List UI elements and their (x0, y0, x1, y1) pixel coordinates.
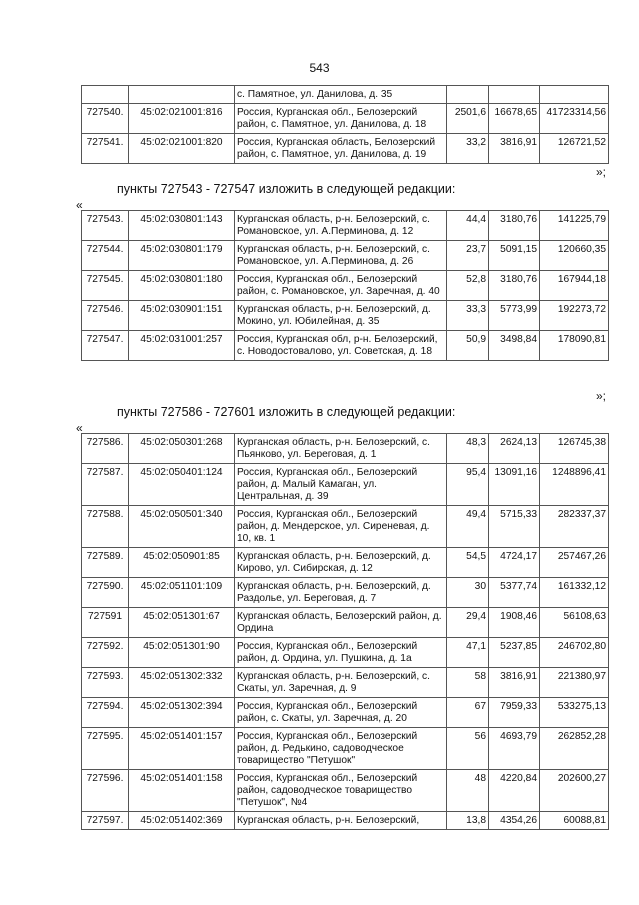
area-cell: 23,7 (447, 241, 489, 271)
unit-value-cell: 5237,85 (489, 638, 540, 668)
area-cell: 13,8 (447, 812, 489, 830)
table-row (82, 548, 609, 578)
cadastral-number-cell: 45:02:051301:67 (129, 608, 235, 638)
address-cell: с. Памятное, ул. Данилова, д. 35 (235, 86, 447, 104)
row-number-cell: 727596. (82, 770, 129, 812)
unit-value-cell: 16678,65 (489, 104, 540, 134)
unit-value-cell: 5715,33 (489, 506, 540, 548)
unit-value-cell: 3816,91 (489, 668, 540, 698)
register-table-1 (81, 85, 609, 164)
address-cell: Курганская область, р-н. Белозерский, с. Романовское, ул. А.Перминова, д. 12 (235, 211, 447, 241)
unit-value-cell: 4724,17 (489, 548, 540, 578)
table-row (82, 608, 609, 638)
cadastral-value-cell: 192273,72 (540, 301, 609, 331)
cadastral-value-cell: 167944,18 (540, 271, 609, 301)
cadastral-value-cell: 126745,38 (540, 434, 609, 464)
address-cell: Россия, Курганская обл., Белозерский район, д. Мендерское, ул. Сиреневая, д. 10, кв. 1 (235, 506, 447, 548)
table-row (82, 578, 609, 608)
table-row (82, 211, 609, 241)
cadastral-number-cell: 45:02:050301:268 (129, 434, 235, 464)
closing-quote: »; (595, 389, 606, 403)
table-row (82, 506, 609, 548)
cadastral-number-cell: 45:02:021001:816 (129, 104, 235, 134)
area-cell: 47,1 (447, 638, 489, 668)
cadastral-value-cell: 1248896,41 (540, 464, 609, 506)
address-cell: Россия, Курганская обл., Белозерский район, с. Скаты, ул. Заречная, д. 20 (235, 698, 447, 728)
address-cell: Россия, Курганская обл., Белозерский район, д. Редькино, садоводческое товарищество "Петушок" (235, 728, 447, 770)
address-cell: Россия, Курганская обл., Белозерский район, садоводческое товарищество "Петушок", №4 (235, 770, 447, 812)
unit-value-cell: 3816,91 (489, 134, 540, 164)
cadastral-number-cell: 45:02:050501:340 (129, 506, 235, 548)
table-row (82, 770, 609, 812)
address-cell: Курганская область, р-н. Белозерский, д. Раздолье, ул. Береговая, д. 7 (235, 578, 447, 608)
cadastral-value-cell: 126721,52 (540, 134, 609, 164)
page-number: 543 (309, 61, 330, 75)
table-row (82, 728, 609, 770)
area-cell: 2501,6 (447, 104, 489, 134)
area-cell: 50,9 (447, 331, 489, 361)
row-number-cell: 727588. (82, 506, 129, 548)
address-cell: Россия, Курганская обл., Белозерский район, д. Малый Камаган, ул. Центральная, д. 39 (235, 464, 447, 506)
area-cell: 67 (447, 698, 489, 728)
table-row (82, 638, 609, 668)
cadastral-number-cell: 45:02:051302:394 (129, 698, 235, 728)
table-row (82, 668, 609, 698)
cadastral-number-cell: 45:02:030901:151 (129, 301, 235, 331)
unit-value-cell: 3498,84 (489, 331, 540, 361)
unit-value-cell: 4693,79 (489, 728, 540, 770)
cadastral-value-cell: 533275,13 (540, 698, 609, 728)
row-number-cell: 727594. (82, 698, 129, 728)
cadastral-value-cell: 120660,35 (540, 241, 609, 271)
cadastral-value-cell: 161332,12 (540, 578, 609, 608)
area-cell: 54,5 (447, 548, 489, 578)
closing-quote: »; (595, 165, 606, 179)
row-number-cell: 727597. (82, 812, 129, 830)
row-number-cell: 727545. (82, 271, 129, 301)
cadastral-number-cell: 45:02:051401:158 (129, 770, 235, 812)
area-cell: 95,4 (447, 464, 489, 506)
address-cell: Курганская область, р-н. Белозерский, д. Мокино, ул. Юбилейная, д. 35 (235, 301, 447, 331)
unit-value-cell: 7959,33 (489, 698, 540, 728)
address-cell: Курганская область, Белозерский район, д. Ордина (235, 608, 447, 638)
row-number-cell: 727541. (82, 134, 129, 164)
cadastral-number-cell: 45:02:050901:85 (129, 548, 235, 578)
area-cell: 44,4 (447, 211, 489, 241)
unit-value-cell: 5091,15 (489, 241, 540, 271)
table-row (82, 434, 609, 464)
unit-value-cell: 4354,26 (489, 812, 540, 830)
unit-value-cell: 3180,76 (489, 211, 540, 241)
address-cell: Курганская область, р-н. Белозерский, с. Романовское, ул. А.Перминова, д. 26 (235, 241, 447, 271)
row-number-cell: 727591 (82, 608, 129, 638)
table-row (82, 464, 609, 506)
cadastral-number-cell: 45:02:051401:157 (129, 728, 235, 770)
address-cell: Россия, Курганская область, Белозерский район, с. Памятное, ул. Данилова, д. 19 (235, 134, 447, 164)
cadastral-number-cell: 45:02:050401:124 (129, 464, 235, 506)
cadastral-value-cell: 60088,81 (540, 812, 609, 830)
cadastral-number-cell: 45:02:051101:109 (129, 578, 235, 608)
address-cell: Курганская область, р-н. Белозерский, с. Пьянково, ул. Береговая, д. 1 (235, 434, 447, 464)
table-row (82, 331, 609, 361)
amendment-paragraph: пункты 727543 - 727547 изложить в следующей редакции: (117, 182, 456, 196)
row-number-cell: 727586. (82, 434, 129, 464)
cadastral-value-cell: 202600,27 (540, 770, 609, 812)
unit-value-cell: 4220,84 (489, 770, 540, 812)
area-cell: 48,3 (447, 434, 489, 464)
unit-value-cell: 5377,74 (489, 578, 540, 608)
cadastral-value-cell: 257467,26 (540, 548, 609, 578)
unit-value-cell: 13091,16 (489, 464, 540, 506)
cadastral-number-cell: 45:02:021001:820 (129, 134, 235, 164)
cadastral-number-cell (129, 86, 235, 104)
table-row (82, 301, 609, 331)
area-cell: 33,3 (447, 301, 489, 331)
cadastral-number-cell: 45:02:030801:179 (129, 241, 235, 271)
register-table-2 (81, 210, 609, 361)
area-cell (447, 86, 489, 104)
table-row (82, 86, 609, 104)
cadastral-number-cell: 45:02:051301:90 (129, 638, 235, 668)
table-row (82, 104, 609, 134)
cadastral-value-cell: 41723314,56 (540, 104, 609, 134)
row-number-cell: 727593. (82, 668, 129, 698)
cadastral-number-cell: 45:02:051402:369 (129, 812, 235, 830)
amendment-paragraph: пункты 727586 - 727601 изложить в следующей редакции: (117, 405, 456, 419)
address-cell: Россия, Курганская обл., Белозерский район, с. Романовское, ул. Заречная, д. 40 (235, 271, 447, 301)
area-cell: 29,4 (447, 608, 489, 638)
area-cell: 48 (447, 770, 489, 812)
row-number-cell: 727540. (82, 104, 129, 134)
table-row (82, 812, 609, 830)
cadastral-value-cell: 56108,63 (540, 608, 609, 638)
cadastral-value-cell: 262852,28 (540, 728, 609, 770)
cadastral-value-cell (540, 86, 609, 104)
area-cell: 49,4 (447, 506, 489, 548)
row-number-cell: 727589. (82, 548, 129, 578)
cadastral-number-cell: 45:02:031001:257 (129, 331, 235, 361)
area-cell: 30 (447, 578, 489, 608)
address-cell: Курганская область, р-н. Белозерский, (235, 812, 447, 830)
cadastral-number-cell: 45:02:051302:332 (129, 668, 235, 698)
unit-value-cell: 5773,99 (489, 301, 540, 331)
area-cell: 33,2 (447, 134, 489, 164)
cadastral-value-cell: 221380,97 (540, 668, 609, 698)
address-cell: Курганская область, р-н. Белозерский, д. Кирово, ул. Сибирская, д. 12 (235, 548, 447, 578)
area-cell: 52,8 (447, 271, 489, 301)
cadastral-number-cell: 45:02:030801:143 (129, 211, 235, 241)
row-number-cell: 727546. (82, 301, 129, 331)
address-cell: Россия, Курганская обл, р-н. Белозерский, с. Новодостовалово, ул. Советская, д. 18 (235, 331, 447, 361)
row-number-cell: 727547. (82, 331, 129, 361)
opening-quote: « (76, 198, 83, 212)
table-row (82, 134, 609, 164)
opening-quote: « (76, 421, 83, 435)
table-row (82, 271, 609, 301)
row-number-cell: 727590. (82, 578, 129, 608)
table-row (82, 241, 609, 271)
register-table-3 (81, 433, 609, 830)
row-number-cell (82, 86, 129, 104)
row-number-cell: 727595. (82, 728, 129, 770)
unit-value-cell: 1908,46 (489, 608, 540, 638)
row-number-cell: 727543. (82, 211, 129, 241)
row-number-cell: 727544. (82, 241, 129, 271)
address-cell: Курганская область, р-н. Белозерский, с. Скаты, ул. Заречная, д. 9 (235, 668, 447, 698)
address-cell: Россия, Курганская обл., Белозерский район, д. Ордина, ул. Пушкина, д. 1а (235, 638, 447, 668)
unit-value-cell: 2624,13 (489, 434, 540, 464)
unit-value-cell: 3180,76 (489, 271, 540, 301)
area-cell: 56 (447, 728, 489, 770)
cadastral-value-cell: 282337,37 (540, 506, 609, 548)
unit-value-cell (489, 86, 540, 104)
address-cell: Россия, Курганская обл., Белозерский район, с. Памятное, ул. Данилова, д. 18 (235, 104, 447, 134)
area-cell: 58 (447, 668, 489, 698)
cadastral-value-cell: 141225,79 (540, 211, 609, 241)
cadastral-value-cell: 246702,80 (540, 638, 609, 668)
row-number-cell: 727587. (82, 464, 129, 506)
row-number-cell: 727592. (82, 638, 129, 668)
cadastral-value-cell: 178090,81 (540, 331, 609, 361)
table-row (82, 698, 609, 728)
cadastral-number-cell: 45:02:030801:180 (129, 271, 235, 301)
